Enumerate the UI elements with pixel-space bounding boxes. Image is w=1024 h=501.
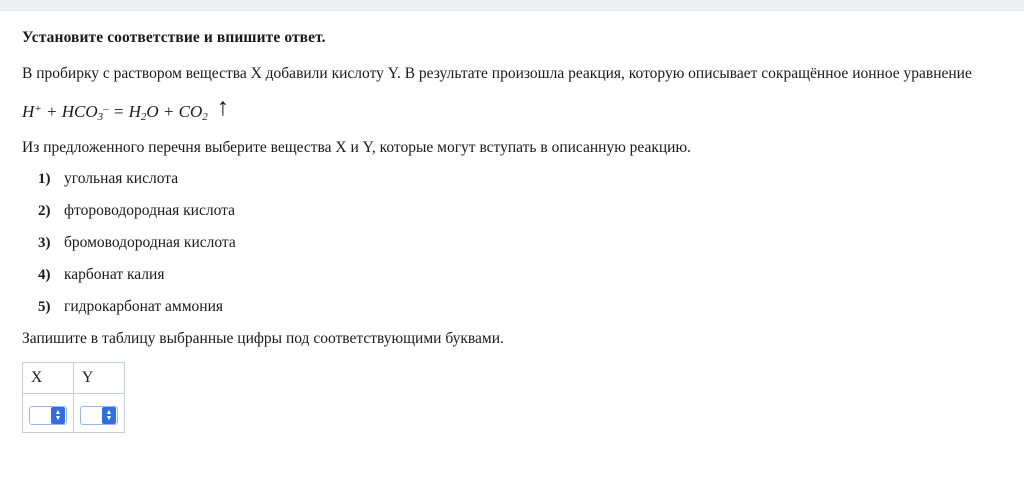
answer-select-y[interactable] (80, 406, 118, 425)
chevron-up-down-icon[interactable] (51, 407, 65, 424)
table-row (23, 362, 125, 393)
list-item (38, 298, 1002, 316)
chevron-down-icon: ▼ (105, 414, 113, 422)
list-item (38, 234, 1002, 252)
answer-table (22, 362, 125, 433)
answer-instruction-text: Запишите в таблицу выбранные цифры под соответствующими буквами. (22, 329, 504, 347)
ionic-equation-row (22, 94, 1002, 129)
ionic-equation (22, 99, 208, 123)
eq-hco3-charge: – (103, 103, 109, 116)
option-number: 5) (38, 298, 51, 315)
eq-h2o-sub: 2 (140, 111, 147, 124)
option-label: угольная кислота (64, 169, 179, 187)
option-number: 2) (38, 202, 51, 219)
list-item (38, 266, 1002, 284)
answer-cell-y (74, 393, 125, 432)
eq-co2-sub: 2 (202, 111, 208, 124)
option-number: 4) (38, 266, 51, 283)
answer-cell-x (23, 393, 74, 432)
document-page (0, 11, 1024, 433)
options-list (22, 170, 1002, 316)
eq-h2o-rest: O (146, 102, 159, 122)
eq-plus-2: + (158, 102, 179, 122)
top-bar (0, 0, 1024, 11)
list-item (38, 170, 1002, 188)
option-label: бромоводородная кислота (64, 233, 236, 251)
task-intro-text: В пробирку с раствором вещества X добавили кислоту Y. В результате произошла реакция, которую описывает сокращённое ионное уравнение (22, 65, 972, 82)
eq-hco3-sub: 3 (97, 111, 104, 124)
column-header-x: X (23, 362, 74, 393)
eq-h: H (22, 102, 35, 122)
chevron-up-icon: ▲ (105, 408, 113, 416)
option-label: гидрокарбонат аммония (64, 297, 223, 315)
table-row (23, 393, 125, 432)
eq-equals: = (108, 102, 129, 122)
page-title: Установите соответствие и впишите ответ. (22, 29, 326, 46)
option-label: фтороводородная кислота (64, 201, 235, 219)
eq-co2: CO (178, 102, 203, 122)
eq-hco3: HCO (61, 102, 98, 122)
eq-plus-1: + (41, 102, 62, 122)
task-instruction-text: Из предложенного перечня выберите вещества X и Y, которые могут вступать в описанную реакцию. (22, 139, 691, 157)
option-number: 1) (38, 170, 51, 187)
answer-select-x[interactable] (29, 406, 67, 425)
eq-h2o: H (128, 102, 141, 122)
list-item (38, 202, 1002, 220)
chevron-up-icon: ▲ (54, 408, 62, 416)
eq-h-charge: + (34, 103, 42, 116)
column-header-y: Y (74, 362, 125, 393)
option-label: карбонат калия (64, 265, 165, 283)
chevron-down-icon: ▼ (54, 414, 62, 422)
option-number: 3) (38, 234, 51, 251)
chevron-up-down-icon[interactable] (102, 407, 116, 424)
gas-evolution-arrow-icon: ↑ (216, 94, 230, 122)
